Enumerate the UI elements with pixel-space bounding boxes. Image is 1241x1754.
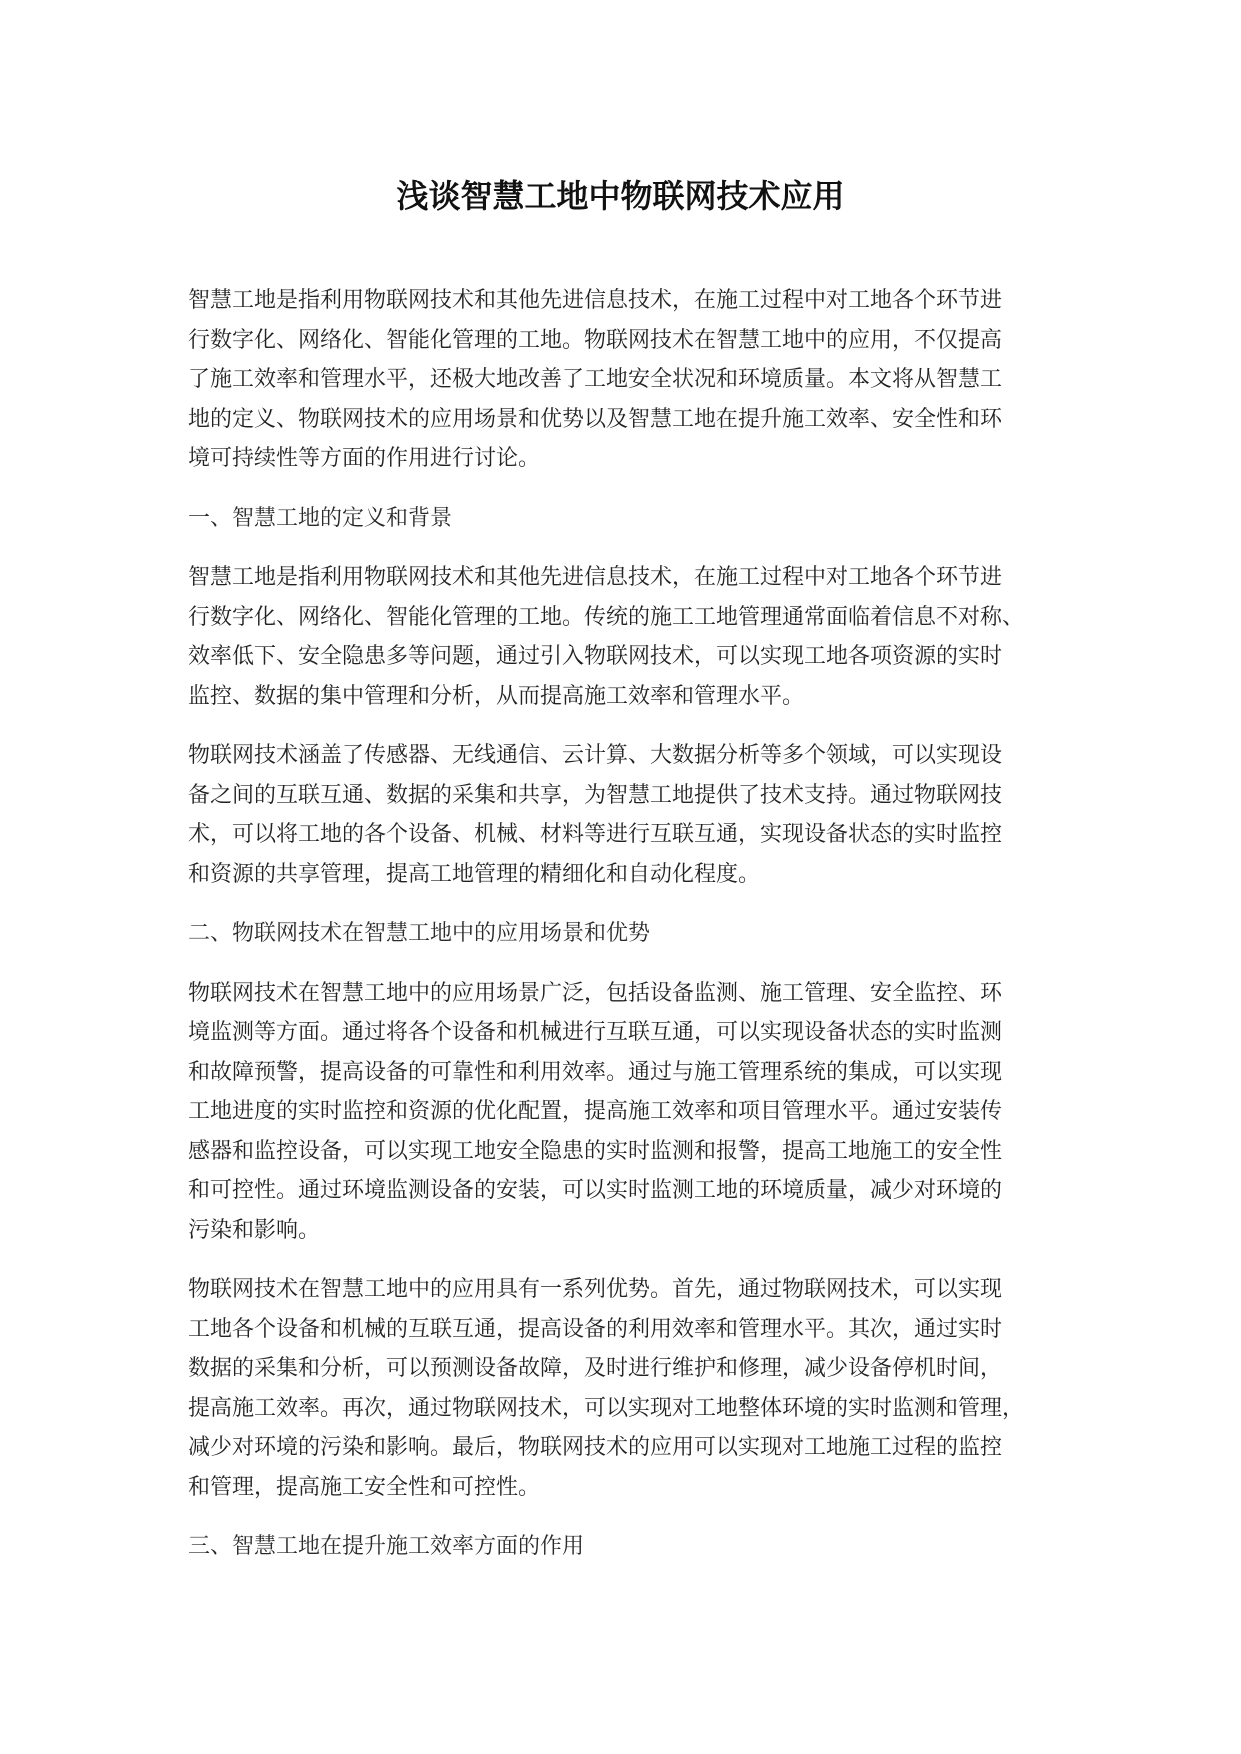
document-body (188, 281, 1228, 1567)
text-line: 提高施工效率。再次，通过物联网技术，可以实现对工地整体环境的实时监测和管理， (188, 1395, 1025, 1421)
text-line: 监控、数据的集中管理和分析，从而提高施工效率和管理水平。 (188, 683, 805, 709)
text-line: 效率低下、安全隐患多等问题，通过引入物联网技术，可以实现工地各项资源的实时 (188, 644, 1003, 669)
spacer (188, 1250, 1228, 1270)
text-line: 工地进度的实时监控和资源的优化配置，提高施工效率和项目管理水平。通过安装传 (188, 1099, 1003, 1124)
text-line: 术，可以将工地的各个设备、机械、材料等进行互联互通，实现设备状态的实时监控 (188, 822, 1003, 847)
text-line: 地的定义、物联网技术的应用场景和优势以及智慧工地在提升施工效率、安全性和环 (188, 406, 1003, 432)
text-line: 数据的采集和分析，可以预测设备故障，及时进行维护和修理，减少设备停机时间， (188, 1356, 1003, 1381)
paragraph-iot-tech (188, 736, 1228, 894)
text-line: 境可持续性等方面的作用进行讨论。 (188, 446, 541, 471)
document-title: 浅谈智慧工地中物联网技术应用 (396, 177, 845, 215)
text-line: 感器和监控设备，可以实现工地安全隐患的实时监测和报警，提高工地施工的安全性 (188, 1138, 1003, 1164)
section-heading-3 (188, 1527, 1228, 1567)
heading-text: 三、智慧工地在提升施工效率方面的作用 (188, 1534, 585, 1559)
text-line: 物联网技术涵盖了传感器、无线通信、云计算、大数据分析等多个领域，可以实现设 (188, 743, 1003, 768)
paragraph-advantages (188, 1270, 1228, 1507)
text-line: 智慧工地是指利用物联网技术和其他先进信息技术，在施工过程中对工地各个环节进 (188, 288, 1003, 313)
spacer (188, 479, 1228, 499)
text-line: 和可控性。通过环境监测设备的安装，可以实时监测工地的环境质量，减少对环境的 (188, 1178, 1003, 1203)
spacer (188, 538, 1228, 558)
heading-text: 一、智慧工地的定义和背景 (188, 505, 453, 531)
text-line: 和管理，提高施工安全性和可控性。 (188, 1474, 541, 1500)
paragraph-scenarios (188, 974, 1228, 1251)
spacer (188, 894, 1228, 914)
text-line: 和资源的共享管理，提高工地管理的精细化和自动化程度。 (188, 861, 761, 887)
paragraph-definition (188, 558, 1228, 716)
text-line: 物联网技术在智慧工地中的应用场景广泛，包括设备监测、施工管理、安全监控、环 (188, 980, 1003, 1006)
text-line: 行数字化、网络化、智能化管理的工地。传统的施工工地管理通常面临着信息不对称、 (188, 604, 1025, 630)
text-line: 智慧工地是指利用物联网技术和其他先进信息技术，在施工过程中对工地各个环节进 (188, 565, 1003, 590)
text-line: 了施工效率和管理水平，还极大地改善了工地安全状况和环境质量。本文将从智慧工 (188, 367, 1003, 392)
text-line: 工地各个设备和机械的互联互通，提高设备的利用效率和管理水平。其次，通过实时 (188, 1316, 1003, 1342)
text-line: 行数字化、网络化、智能化管理的工地。物联网技术在智慧工地中的应用，不仅提高 (188, 327, 1003, 353)
text-line: 境监测等方面。通过将各个设备和机械进行互联互通，可以实现设备状态的实时监测 (188, 1020, 1003, 1045)
text-line: 污染和影响。 (188, 1217, 321, 1243)
section-heading-1 (188, 499, 1228, 539)
section-heading-2 (188, 914, 1228, 954)
text-line: 减少对环境的污染和影响。最后，物联网技术的应用可以实现对工地施工过程的监控 (188, 1435, 1003, 1460)
spacer (188, 1507, 1228, 1527)
spacer (188, 954, 1228, 974)
text-line: 物联网技术在智慧工地中的应用具有一系列优势。首先，通过物联网技术，可以实现 (188, 1277, 1003, 1302)
text-line: 和故障预警，提高设备的可靠性和利用效率。通过与施工管理系统的集成，可以实现 (188, 1059, 1003, 1085)
paragraph-intro (188, 281, 1228, 479)
text-line: 备之间的互联互通、数据的采集和共享，为智慧工地提供了技术支持。通过物联网技 (188, 782, 1003, 808)
spacer (188, 716, 1228, 736)
heading-text: 二、物联网技术在智慧工地中的应用场景和优势 (188, 921, 651, 946)
